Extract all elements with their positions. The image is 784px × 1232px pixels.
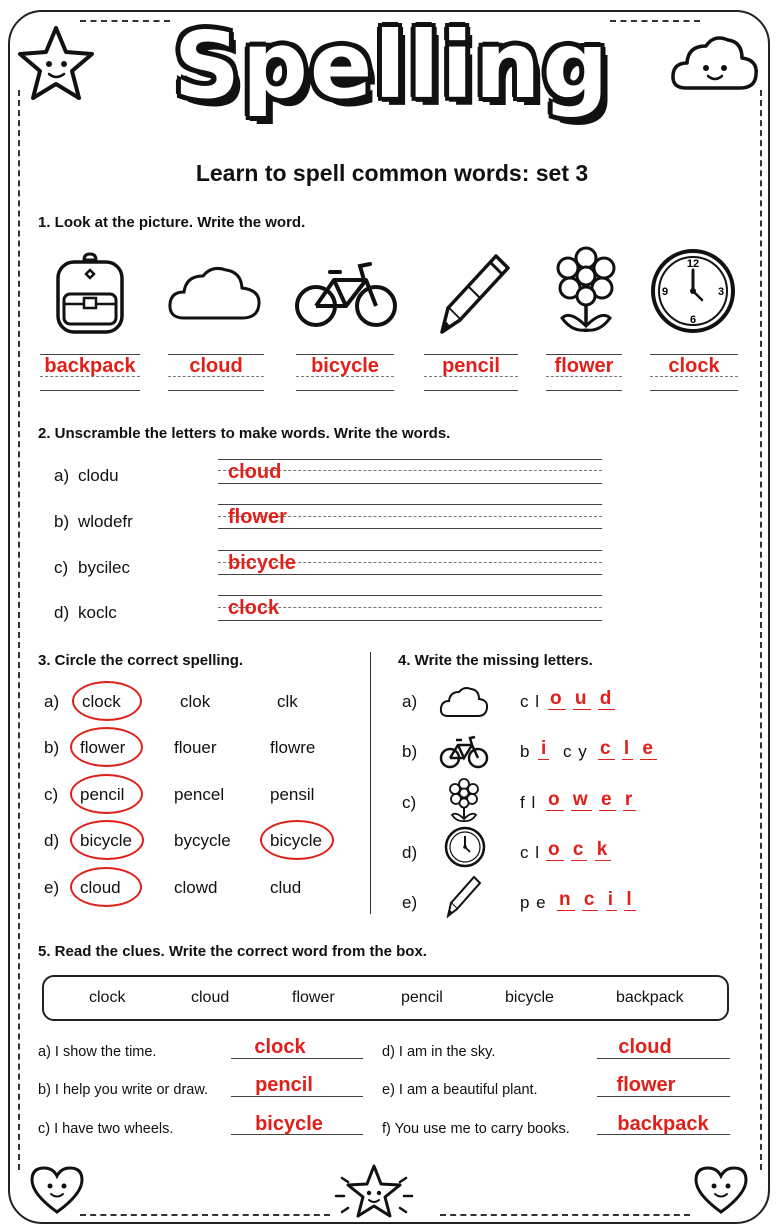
bottom-star-face-icon bbox=[322, 1158, 426, 1224]
q2-answer[interactable]: cloud bbox=[228, 461, 282, 483]
word-box-item: cloud bbox=[191, 989, 230, 1006]
q4-missing-letter: c bbox=[572, 839, 586, 860]
q4-missing[interactable] bbox=[546, 839, 611, 861]
q1-answer-field[interactable] bbox=[168, 355, 264, 378]
q5-answer[interactable]: clock bbox=[254, 1036, 306, 1058]
q1-answer-pencil: pencil bbox=[442, 355, 500, 377]
q1-midline bbox=[168, 376, 264, 377]
q4-missing-letter: c bbox=[600, 738, 613, 759]
q4-missing-letter: d bbox=[599, 688, 614, 709]
q1-line bbox=[546, 390, 622, 391]
q4-missing-letter: l bbox=[623, 738, 632, 759]
clock-picture bbox=[650, 248, 736, 334]
q1-line bbox=[296, 390, 394, 391]
q2-scramble: bycilec bbox=[78, 558, 130, 577]
q1-line bbox=[168, 354, 264, 355]
q1-answer-field[interactable] bbox=[546, 355, 622, 378]
small-clock-icon bbox=[444, 826, 486, 868]
q5-answer[interactable]: backpack bbox=[617, 1113, 709, 1135]
q5-answer[interactable]: pencil bbox=[255, 1074, 313, 1096]
q4-heading: 4. Write the missing letters. bbox=[398, 652, 593, 669]
q4-missing[interactable] bbox=[598, 738, 657, 760]
cloud-picture bbox=[166, 262, 264, 324]
page-title: Spelling bbox=[173, 12, 611, 119]
q3-heading: 3. Circle the correct spelling. bbox=[38, 652, 244, 669]
q3-option[interactable]: clk bbox=[277, 692, 298, 711]
q2-item-label: c) bbox=[54, 558, 69, 577]
q4-row-label: e) bbox=[402, 893, 418, 912]
flower-picture bbox=[554, 246, 618, 336]
q1-answer-clock: clock bbox=[668, 355, 720, 377]
q3-row-label: a) bbox=[44, 692, 60, 711]
q2-line bbox=[218, 595, 602, 596]
q3-option[interactable]: bicycle bbox=[270, 831, 322, 850]
q1-line bbox=[168, 390, 264, 391]
q3-option[interactable]: clud bbox=[270, 878, 302, 897]
q3-row-label: c) bbox=[44, 785, 59, 804]
q3-option[interactable]: flower bbox=[80, 738, 126, 757]
small-cloud-icon bbox=[438, 684, 490, 720]
q4-row-label: c) bbox=[402, 793, 417, 812]
q1-midline bbox=[40, 376, 140, 377]
q5-clue: c) I have two wheels. bbox=[38, 1121, 174, 1137]
q1-answer-bicycle: bicycle bbox=[311, 355, 379, 377]
heart-face-icon bbox=[692, 1164, 750, 1216]
page-subtitle: Learn to spell common words: set 3 bbox=[195, 160, 589, 186]
q4-missing[interactable] bbox=[557, 889, 636, 911]
q2-answer[interactable]: flower bbox=[228, 506, 287, 528]
q5-heading: 5. Read the clues. Write the correct word from the box. bbox=[38, 943, 427, 960]
right-dash bbox=[760, 90, 762, 1170]
clock-number-6: 6 bbox=[689, 314, 697, 326]
q4-row-label: b) bbox=[402, 742, 418, 761]
q1-midline bbox=[546, 376, 622, 377]
q3-option[interactable]: clowd bbox=[174, 878, 218, 897]
q5-answer[interactable]: bicycle bbox=[255, 1113, 323, 1135]
q3-option[interactable]: flouer bbox=[174, 738, 217, 757]
q1-heading: 1. Look at the picture. Write the word. bbox=[38, 214, 306, 231]
q5-answer[interactable]: cloud bbox=[618, 1036, 672, 1058]
q4-missing-letter: e bbox=[642, 738, 655, 759]
word-box-item: clock bbox=[89, 989, 126, 1006]
q4-missing-letter: o bbox=[548, 839, 562, 860]
bottom-dash-left bbox=[80, 1214, 330, 1216]
q1-answer-backpack: backpack bbox=[44, 355, 136, 377]
q3-option[interactable]: clock bbox=[82, 692, 121, 711]
q1-midline bbox=[650, 376, 738, 377]
q3-option[interactable]: pencil bbox=[80, 785, 125, 804]
q3-option[interactable]: pensil bbox=[270, 785, 315, 804]
q1-answer-field[interactable] bbox=[650, 355, 738, 378]
clock-number-3: 3 bbox=[717, 286, 725, 298]
q4-missing-letter: r bbox=[624, 789, 635, 810]
q3-option[interactable]: bicycle bbox=[80, 831, 132, 850]
q1-line bbox=[546, 354, 622, 355]
q1-answer-field[interactable] bbox=[296, 355, 394, 378]
bicycle-picture bbox=[294, 258, 398, 330]
q5-clue: e) I am a beautiful plant. bbox=[382, 1082, 538, 1098]
q2-scramble: koclc bbox=[78, 603, 117, 622]
section-divider bbox=[370, 652, 371, 914]
q4-missing[interactable] bbox=[546, 789, 636, 811]
q2-item-label: a) bbox=[54, 466, 70, 485]
q4-missing-letter: l bbox=[626, 889, 634, 910]
q3-option[interactable]: pencel bbox=[174, 785, 225, 804]
q3-row-label: b) bbox=[44, 738, 60, 757]
q4-missing-letter: e bbox=[600, 789, 614, 810]
q1-midline bbox=[424, 376, 518, 377]
q2-line bbox=[218, 459, 602, 460]
q2-scramble: clodu bbox=[78, 466, 119, 485]
pencil-picture bbox=[438, 250, 512, 336]
q2-line bbox=[218, 620, 602, 621]
q4-given: c l bbox=[520, 843, 540, 862]
q2-item-label: d) bbox=[54, 603, 70, 622]
q2-line bbox=[218, 550, 602, 551]
q3-row-label: e) bbox=[44, 878, 60, 897]
q4-missing-letter: o bbox=[548, 789, 562, 810]
q1-line bbox=[296, 354, 394, 355]
q1-line bbox=[40, 390, 140, 391]
clock-number-12: 12 bbox=[686, 258, 700, 270]
q4-row-label: a) bbox=[402, 692, 418, 711]
backpack-picture bbox=[52, 250, 128, 336]
q3-option[interactable]: cloud bbox=[80, 878, 121, 897]
q4-row-label: d) bbox=[402, 843, 418, 862]
q5-clue: d) I am in the sky. bbox=[382, 1044, 496, 1060]
q4-given: c l bbox=[520, 692, 540, 711]
q1-answer-field[interactable] bbox=[40, 355, 140, 378]
clock-number-9: 9 bbox=[661, 286, 669, 298]
q4-missing-letter: k bbox=[596, 839, 610, 860]
q1-line bbox=[650, 354, 738, 355]
q1-midline bbox=[296, 376, 394, 377]
q1-line bbox=[650, 390, 738, 391]
heart-face-icon bbox=[28, 1164, 86, 1216]
q2-heading: 2. Unscramble the letters to make words. Write the words. bbox=[38, 425, 451, 442]
small-bicycle-icon bbox=[438, 734, 490, 770]
q4-given: f l bbox=[520, 793, 537, 812]
q5-answer[interactable]: flower bbox=[616, 1074, 676, 1096]
q2-line bbox=[218, 504, 602, 505]
q5-clue: b) I help you write or draw. bbox=[38, 1082, 209, 1098]
q4-given-middle: c y bbox=[563, 742, 588, 761]
q4-given: p e bbox=[520, 893, 547, 912]
word-box-item: pencil bbox=[401, 989, 443, 1006]
left-dash bbox=[18, 90, 20, 1170]
q3-option[interactable]: bycycle bbox=[174, 831, 231, 850]
q4-missing-letter: n bbox=[559, 889, 573, 910]
q4-given: b bbox=[520, 742, 530, 761]
q4-missing-letter: i bbox=[538, 738, 549, 760]
q4-missing-letter: w bbox=[572, 789, 590, 810]
word-box-item: backpack bbox=[616, 989, 684, 1006]
q3-option[interactable]: clok bbox=[180, 692, 211, 711]
q1-answer-flower: flower bbox=[554, 355, 614, 377]
q4-missing[interactable] bbox=[538, 738, 549, 760]
q4-missing-letter: c bbox=[583, 889, 597, 910]
q4-missing-letter: i bbox=[607, 889, 616, 910]
q3-option[interactable]: flowre bbox=[270, 738, 316, 757]
q2-answer[interactable]: clock bbox=[228, 597, 280, 619]
q1-line bbox=[40, 354, 140, 355]
q2-item-label: b) bbox=[54, 512, 70, 531]
q3-row-label: d) bbox=[44, 831, 60, 850]
q4-missing-letter: u bbox=[574, 688, 589, 709]
q4-missing[interactable] bbox=[548, 688, 615, 710]
q1-answer-field[interactable] bbox=[424, 355, 518, 378]
q2-scramble: wlodefr bbox=[78, 512, 133, 531]
small-flower-icon bbox=[448, 778, 480, 824]
small-pencil-icon bbox=[446, 874, 482, 918]
q1-line bbox=[424, 354, 518, 355]
q1-answer-cloud: cloud bbox=[189, 355, 243, 377]
word-box-item: flower bbox=[292, 989, 335, 1006]
q5-clue: f) You use me to carry books. bbox=[382, 1121, 570, 1137]
q4-missing-letter: o bbox=[550, 688, 564, 709]
q1-line bbox=[424, 390, 518, 391]
bottom-dash-right bbox=[440, 1214, 690, 1216]
q5-clue: a) I show the time. bbox=[38, 1044, 157, 1060]
q2-answer[interactable]: bicycle bbox=[228, 552, 296, 574]
word-box-item: bicycle bbox=[505, 989, 554, 1006]
